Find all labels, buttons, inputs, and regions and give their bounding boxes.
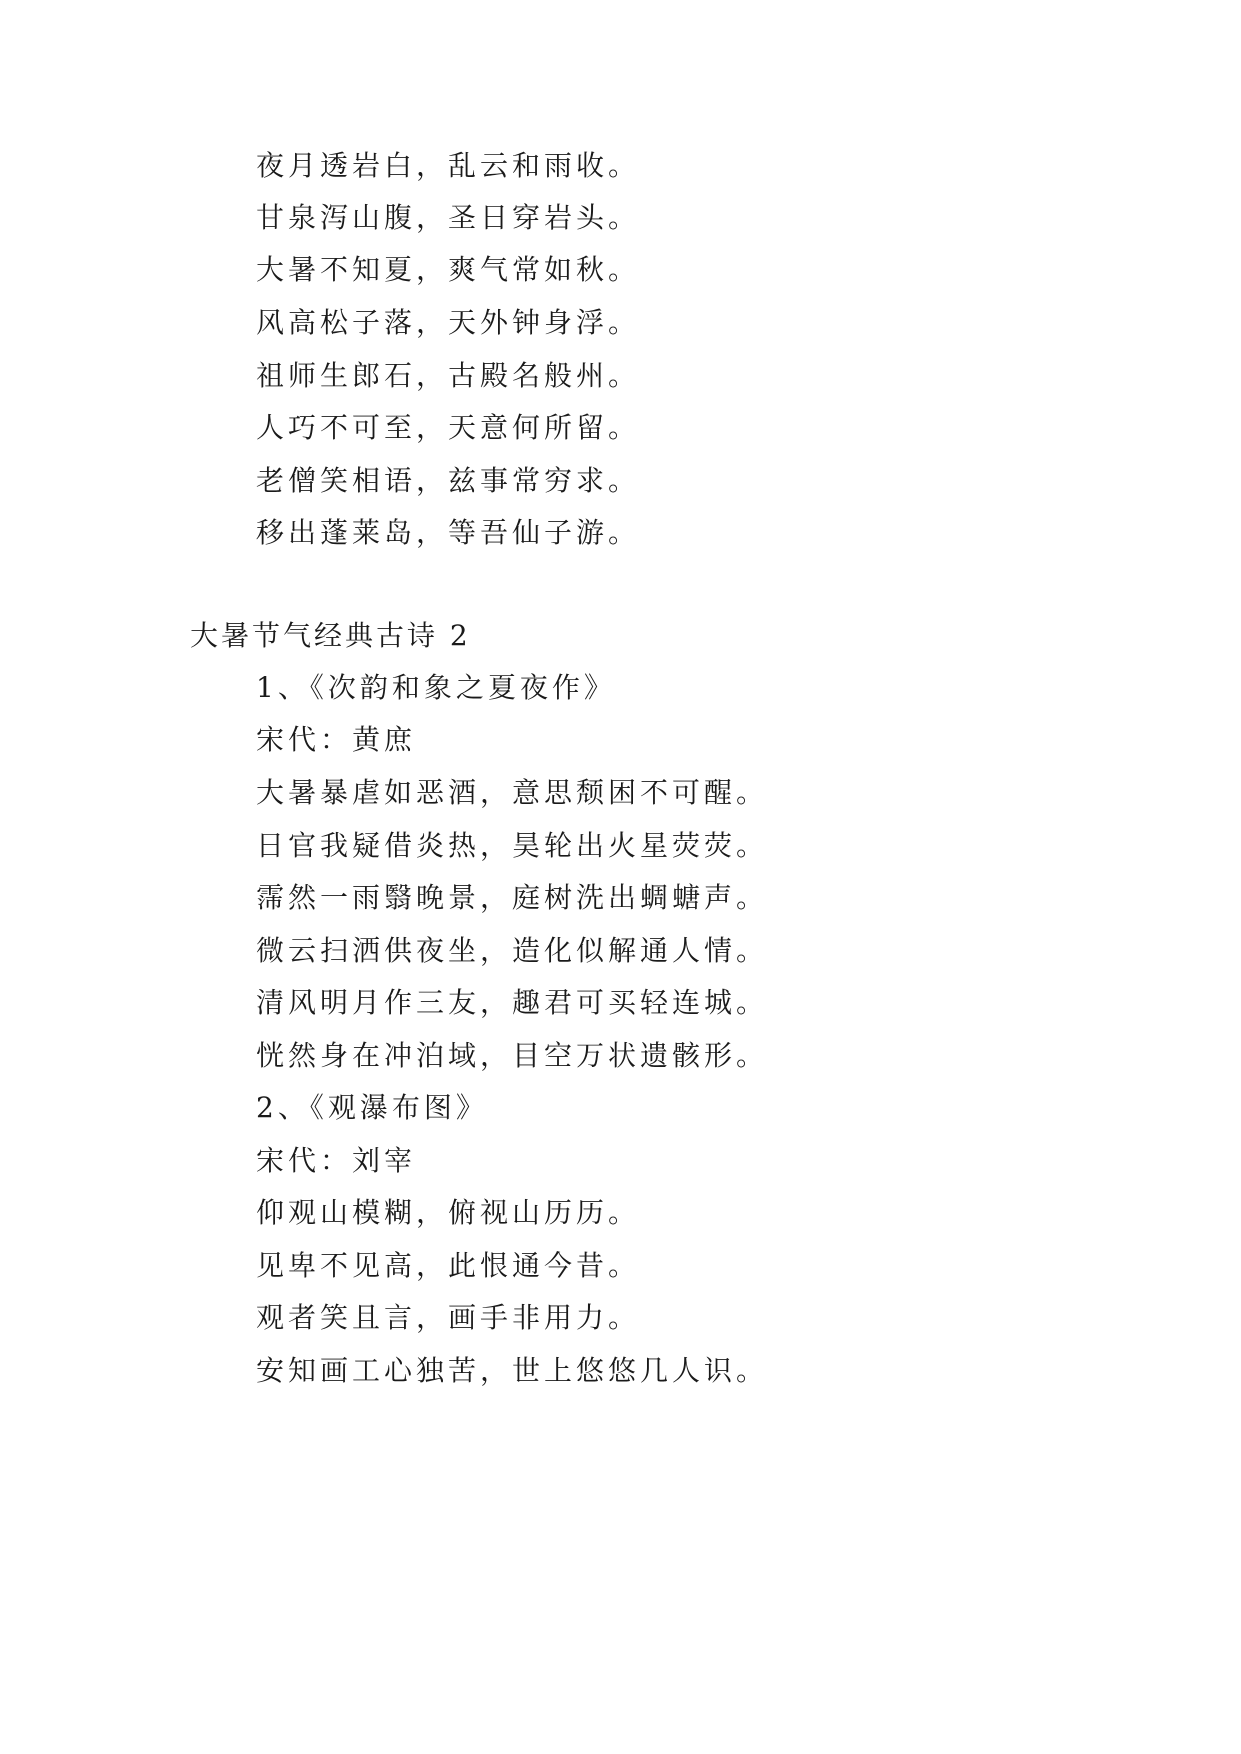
poem-line: 祖师生郎石，古殿名般州。	[256, 359, 641, 392]
poem-line: 见卑不见高，此恨通今昔。	[256, 1249, 641, 1282]
poem-line: 日官我疑借炎热，昊轮出火星荧荧。	[256, 829, 769, 862]
section-heading: 大暑节气经典古诗 2	[190, 619, 471, 652]
poem-line: 微云扫洒供夜坐，造化似解通人情。	[256, 934, 769, 967]
poem-line: 夜月透岩白，乱云和雨收。	[256, 149, 641, 182]
poem-line: 大暑不知夏，爽气常如秋。	[256, 253, 641, 286]
poem-line: 老僧笑相语，兹事常穷求。	[256, 464, 641, 497]
poem-line: 霈然一雨翳晚景，庭树洗出蜩螗声。	[256, 881, 769, 914]
poem-line: 人巧不可至，天意何所留。	[256, 411, 641, 444]
poem-line: 甘泉泻山腹，圣日穿岩头。	[256, 201, 641, 234]
poem-line: 大暑暴虐如恶酒，意思颓困不可醒。	[256, 776, 769, 809]
poem-title: 1、《次韵和象之夏夜作》	[256, 671, 616, 704]
poem-line: 安知画工心独苦，世上悠悠几人识。	[256, 1354, 769, 1387]
poem-line: 风高松子落，天外钟身浮。	[256, 306, 641, 339]
poem-title: 2、《观瀑布图》	[256, 1091, 488, 1124]
poem-line: 观者笑且言，画手非用力。	[256, 1301, 641, 1334]
poem-author: 宋代：刘宰	[256, 1144, 417, 1177]
poem-line: 恍然身在冲泊域，目空万状遗骸形。	[256, 1039, 769, 1072]
poem-line: 清风明月作三友，趣君可买轻连城。	[256, 986, 769, 1019]
poem-author: 宋代：黄庶	[256, 723, 417, 756]
poem-line: 仰观山模糊，俯视山历历。	[256, 1196, 641, 1229]
poem-line: 移出蓬莱岛，等吾仙子游。	[256, 516, 641, 549]
